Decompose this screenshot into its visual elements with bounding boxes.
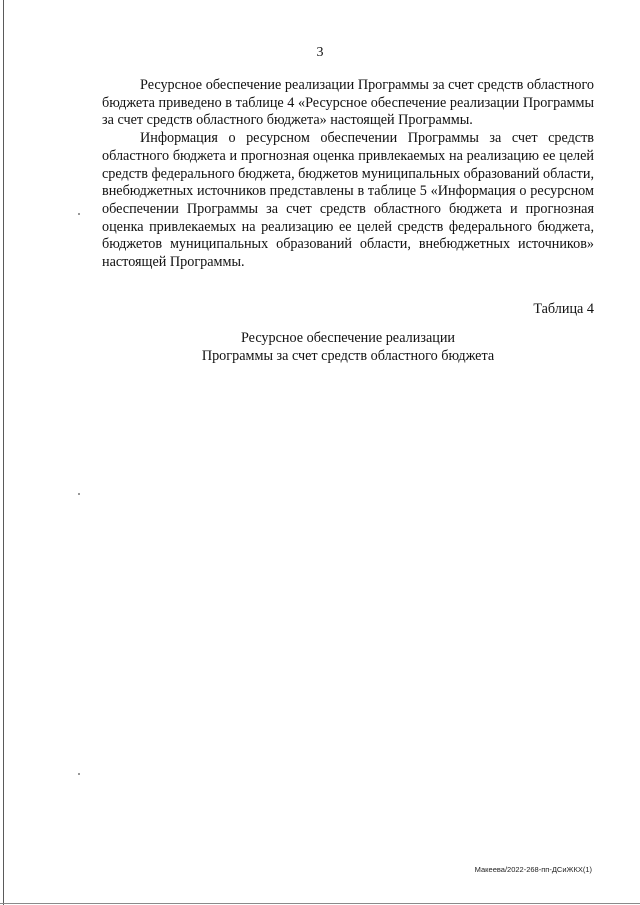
scan-speck — [78, 493, 80, 495]
paragraph-resource-provision: Ресурсное обеспечение реализации Программы за счет средств областного бюджета приведено в таблице 4 «Ресурсное обеспечение реализации Программы за счет средств областного бюджета» настоящей Программы. — [102, 77, 594, 129]
footer-document-reference: Макеева/2022-268-пп-ДСиЖКХ(1) — [474, 865, 592, 874]
table-title-line-2: Программы за счет средств областного бюджета — [201, 348, 495, 364]
table-title — [100, 329, 596, 365]
page-number: 3 — [316, 45, 324, 60]
table-label: Таблица 4 — [533, 301, 594, 317]
scan-speck — [78, 213, 80, 215]
body-text — [102, 77, 594, 272]
scan-speck — [78, 773, 80, 775]
table-title-line-1: Ресурсное обеспечение реализации — [240, 330, 456, 346]
page-bottom-edge — [0, 903, 640, 904]
paragraph-resource-information: Информация о ресурсном обеспечении Программы за счет средств областного бюджета и прогнозная оценка привлекаемых на реализацию ее целей средств федерального бюджета, бюджетов муниципальных образований области, внебюджетных источников представлены в таблице 5 «Информация о ресурсном обеспечении Программы за счет средств областного бюджета и прогнозная оценка привлекаемых на реализацию ее целей средств федерального бюджета, бюджетов муниципальных образований области, внебюджетных источников» настоящей Программы. — [102, 130, 594, 271]
page-left-edge — [3, 0, 4, 905]
